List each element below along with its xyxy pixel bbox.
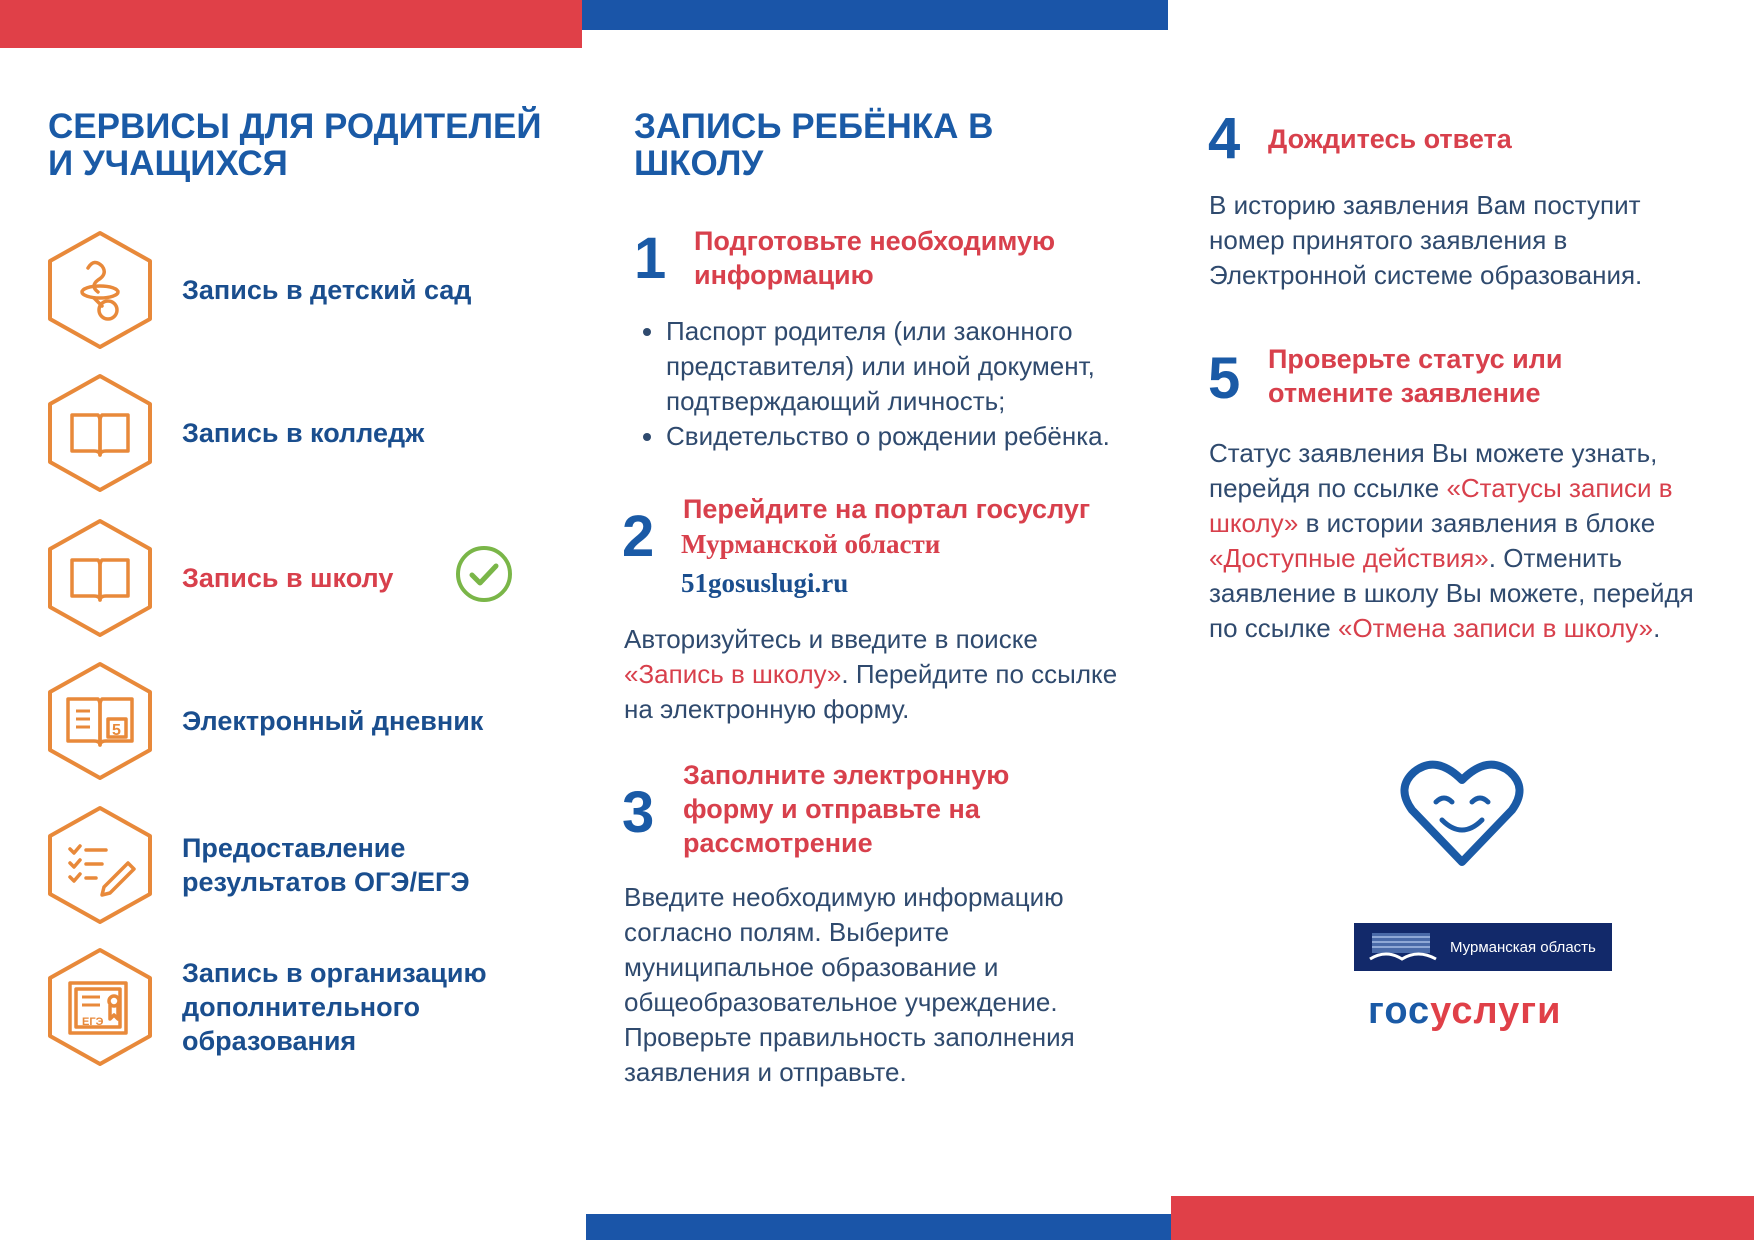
service-exam-results[interactable] xyxy=(44,803,604,927)
body-text: . xyxy=(1653,613,1661,643)
service-school[interactable] xyxy=(44,516,604,640)
service-label: Запись в детский сад xyxy=(182,275,472,305)
step-title: Перейдите на портал госуслуг xyxy=(683,494,1091,524)
step2-body xyxy=(624,622,1144,727)
top-red-stripe xyxy=(0,0,582,48)
check-circle-icon xyxy=(454,544,514,604)
portal-url[interactable]: 51gosuslugi.ru xyxy=(681,568,849,598)
checklist-pen-icon xyxy=(44,803,156,927)
step5-body xyxy=(1209,436,1719,646)
bullet-item: • Паспорт родителя (или законного представителя) или иной документ, подтверждающий личность; xyxy=(666,314,1140,419)
service-label: Предоставление результатов ОГЭ/ЕГЭ xyxy=(182,833,470,897)
murmansk-region-logo xyxy=(1354,923,1612,971)
step-number: 2 xyxy=(622,504,655,569)
top-blue-stripe xyxy=(582,0,1168,30)
smiling-heart-icon xyxy=(1398,758,1526,870)
open-book-icon xyxy=(44,516,156,640)
bottom-blue-stripe xyxy=(586,1214,1171,1240)
svg-text:ЕГЭ: ЕГЭ xyxy=(82,1016,104,1028)
service-label: Запись в колледж xyxy=(182,418,425,448)
step-title: Подготовьте необходимую информацию xyxy=(694,226,1056,290)
svg-text:5: 5 xyxy=(112,722,121,739)
service-additional-education[interactable] xyxy=(44,945,604,1069)
step4-body: В историю заявления Вам поступит номер принятого заявления в Электронной системе образования. xyxy=(1209,190,1643,290)
diary-grade-icon xyxy=(44,659,156,783)
step-number: 1 xyxy=(634,226,667,291)
body-text: . Отменить заявление в школу Вы можете, перейдя по ссылке xyxy=(1209,543,1694,643)
service-label: Электронный дневник xyxy=(182,706,484,736)
gos-text: гос xyxy=(1368,990,1431,1032)
step-title: Проверьте статус или отмените заявление xyxy=(1268,344,1563,408)
open-book-icon xyxy=(44,371,156,495)
step3-body: Введите необходимую информацию согласно полям. Выберите муниципальное образование и общеобразовательное учреждение. Проверьте правильность заполнения заявления и отправьте. xyxy=(624,882,1075,1087)
region-flag-icon xyxy=(1368,929,1438,965)
service-label: Запись в организацию дополнительного образования xyxy=(182,958,487,1056)
enrollment-title: ЗАПИСЬ РЕБЁНКА В ШКОЛУ xyxy=(634,107,994,183)
services-title: СЕРВИСЫ ДЛЯ РОДИТЕЛЕЙ И УЧАЩИХСЯ xyxy=(48,107,542,183)
body-text: Авторизуйтесь и введите в поиске xyxy=(624,624,1038,654)
certificate-icon xyxy=(44,945,156,1069)
region-name: Мурманская область xyxy=(1450,938,1596,956)
body-text: . Перейдите по ссылке на электронную форму. xyxy=(624,659,1118,724)
bullet-item: • Свидетельство о рождении ребёнка. xyxy=(666,419,1140,454)
step-title: Дождитесь ответа xyxy=(1268,124,1512,154)
actions-link[interactable]: «Доступные действия» xyxy=(1209,543,1489,573)
step1-bullets xyxy=(630,314,1140,454)
uslugi-text: услуги xyxy=(1430,990,1562,1032)
step-number: 4 xyxy=(1208,106,1241,171)
service-label: Запись в школу xyxy=(182,563,394,593)
service-college[interactable] xyxy=(44,371,604,495)
gosuslugi-logo xyxy=(1368,990,1561,1033)
step-title-serif: Мурманской области xyxy=(681,529,941,559)
body-text: Статус заявления Вы можете узнать, перейдя по ссылке xyxy=(1209,438,1658,503)
status-link[interactable]: «Статусы записи в школу» xyxy=(1209,473,1673,538)
body-text: в истории заявления в блоке xyxy=(1298,508,1656,538)
step-title: Заполните электронную форму и отправьте на рассмотрение xyxy=(683,760,1010,858)
step-number: 5 xyxy=(1208,346,1241,411)
bottom-red-stripe xyxy=(1171,1196,1754,1240)
step-number: 3 xyxy=(622,780,655,845)
cancel-link[interactable]: «Отмена записи в школу» xyxy=(1337,613,1654,643)
pacifier-icon xyxy=(44,228,156,352)
search-link[interactable]: «Запись в школу» xyxy=(624,659,842,689)
service-e-diary[interactable] xyxy=(44,659,604,783)
service-kindergarten[interactable] xyxy=(44,228,604,352)
